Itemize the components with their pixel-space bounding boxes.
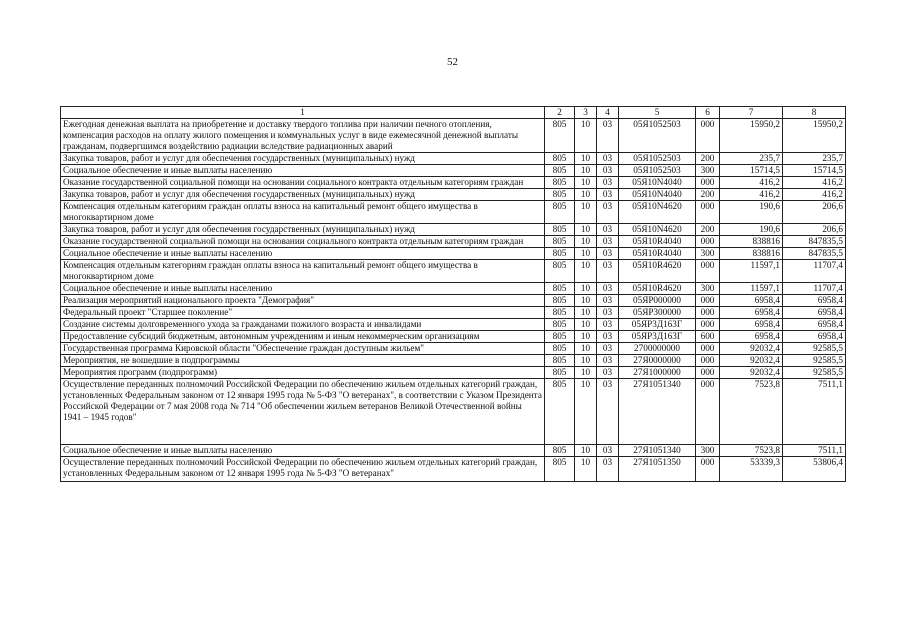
col-3-value: 10 xyxy=(575,236,597,248)
col-7-amount: 15714,5 xyxy=(720,165,783,177)
col-4-value: 03 xyxy=(597,260,619,283)
row-name: Реализация мероприятий национального проекта "Демография" xyxy=(61,295,545,307)
table-row xyxy=(61,177,846,189)
row-name: Мероприятия программ (подпрограмм) xyxy=(61,367,545,379)
col-5-code: 2700000000 xyxy=(619,343,696,355)
col-6-code: 000 xyxy=(696,307,720,319)
page-number: 52 xyxy=(447,56,458,68)
col-8-amount: 6958,4 xyxy=(783,307,846,319)
col-5-code: 27Я1000000 xyxy=(619,367,696,379)
col-6-code: 000 xyxy=(696,119,720,153)
col-6-code: 000 xyxy=(696,177,720,189)
col-5-code: 05Я10R4040 xyxy=(619,248,696,260)
col-4-value: 03 xyxy=(597,343,619,355)
col-8-amount: 847835,5 xyxy=(783,248,846,260)
col-7-amount: 416,2 xyxy=(720,177,783,189)
col-4-value: 03 xyxy=(597,283,619,295)
col-7-amount: 92032,4 xyxy=(720,367,783,379)
col-5-code: 27Я1051350 xyxy=(619,457,696,482)
col-3-value: 10 xyxy=(575,367,597,379)
table-row xyxy=(61,457,846,482)
col-3-value: 10 xyxy=(575,343,597,355)
col-8-amount: 15714,5 xyxy=(783,165,846,177)
column-header: 2 xyxy=(545,107,575,119)
col-7-amount: 416,2 xyxy=(720,189,783,201)
column-header: 6 xyxy=(696,107,720,119)
col-6-code: 000 xyxy=(696,379,720,445)
table-row xyxy=(61,367,846,379)
table-row xyxy=(61,379,846,445)
col-2-value: 805 xyxy=(545,331,575,343)
row-name: Социальное обеспечение и иные выплаты населению xyxy=(61,283,545,295)
col-4-value: 03 xyxy=(597,379,619,445)
row-name: Создание системы долговременного ухода за гражданами пожилого возраста и инвалидами xyxy=(61,319,545,331)
table-row xyxy=(61,319,846,331)
col-5-code: 05Я1052503 xyxy=(619,119,696,153)
column-header: 1 xyxy=(61,107,545,119)
table-row xyxy=(61,331,846,343)
col-2-value: 805 xyxy=(545,283,575,295)
col-7-amount: 6958,4 xyxy=(720,307,783,319)
col-3-value: 10 xyxy=(575,165,597,177)
col-2-value: 805 xyxy=(545,165,575,177)
row-name: Осуществление переданных полномочий Российской Федерации по обеспечению жильем отдельных категорий граждан, установленных Федеральным законом от 12 января 1995 года № 5-ФЗ "О ветеранах", в соответствии с Указом Президента Российской Федерации от 7 мая 2008 года № 714 "Об обеспечении жильем ветеранов Великой Отечественной войны 1941 – 1945 годов" xyxy=(61,379,545,445)
col-2-value: 805 xyxy=(545,307,575,319)
col-3-value: 10 xyxy=(575,295,597,307)
table-row xyxy=(61,224,846,236)
header-row xyxy=(61,107,846,119)
col-5-code: 05Я1052503 xyxy=(619,165,696,177)
row-name: Государственная программа Кировской области "Обеспечение граждан доступным жильем" xyxy=(61,343,545,355)
row-name: Мероприятия, не вошедшие в подпрограммы xyxy=(61,355,545,367)
col-8-amount: 206,6 xyxy=(783,201,846,224)
col-6-code: 300 xyxy=(696,165,720,177)
table-row xyxy=(61,165,846,177)
col-7-amount: 6958,4 xyxy=(720,295,783,307)
col-4-value: 03 xyxy=(597,248,619,260)
col-8-amount: 206,6 xyxy=(783,224,846,236)
col-4-value: 03 xyxy=(597,367,619,379)
column-header: 7 xyxy=(720,107,783,119)
col-2-value: 805 xyxy=(545,379,575,445)
col-4-value: 03 xyxy=(597,236,619,248)
col-7-amount: 6958,4 xyxy=(720,319,783,331)
col-3-value: 10 xyxy=(575,189,597,201)
col-4-value: 03 xyxy=(597,189,619,201)
table-row xyxy=(61,153,846,165)
col-6-code: 300 xyxy=(696,248,720,260)
budget-table xyxy=(60,106,846,482)
col-6-code: 200 xyxy=(696,189,720,201)
col-4-value: 03 xyxy=(597,201,619,224)
col-6-code: 000 xyxy=(696,355,720,367)
col-7-amount: 838816 xyxy=(720,248,783,260)
col-3-value: 10 xyxy=(575,307,597,319)
table-row xyxy=(61,260,846,283)
col-4-value: 03 xyxy=(597,319,619,331)
column-header: 3 xyxy=(575,107,597,119)
col-8-amount: 416,2 xyxy=(783,189,846,201)
col-7-amount: 6958,4 xyxy=(720,331,783,343)
col-6-code: 000 xyxy=(696,367,720,379)
col-3-value: 10 xyxy=(575,248,597,260)
col-3-value: 10 xyxy=(575,201,597,224)
col-5-code: 05ЯР300000 xyxy=(619,307,696,319)
col-8-amount: 92585,5 xyxy=(783,355,846,367)
col-8-amount: 6958,4 xyxy=(783,331,846,343)
col-8-amount: 7511,1 xyxy=(783,445,846,457)
table-row xyxy=(61,119,846,153)
col-2-value: 805 xyxy=(545,295,575,307)
col-7-amount: 15950,2 xyxy=(720,119,783,153)
col-7-amount: 92032,4 xyxy=(720,355,783,367)
col-2-value: 805 xyxy=(545,153,575,165)
col-2-value: 805 xyxy=(545,236,575,248)
col-3-value: 10 xyxy=(575,355,597,367)
table-row xyxy=(61,295,846,307)
col-3-value: 10 xyxy=(575,379,597,445)
col-3-value: 10 xyxy=(575,283,597,295)
col-7-amount: 235,7 xyxy=(720,153,783,165)
col-6-code: 200 xyxy=(696,224,720,236)
col-7-amount: 838816 xyxy=(720,236,783,248)
col-6-code: 300 xyxy=(696,445,720,457)
row-name: Закупка товаров, работ и услуг для обеспечения государственных (муниципальных) нужд xyxy=(61,224,545,236)
col-7-amount: 92032,4 xyxy=(720,343,783,355)
row-name: Закупка товаров, работ и услуг для обеспечения государственных (муниципальных) нужд xyxy=(61,189,545,201)
col-2-value: 805 xyxy=(545,355,575,367)
table-row xyxy=(61,343,846,355)
col-8-amount: 416,2 xyxy=(783,177,846,189)
col-5-code: 05ЯР000000 xyxy=(619,295,696,307)
col-6-code: 000 xyxy=(696,319,720,331)
col-6-code: 000 xyxy=(696,236,720,248)
column-header: 8 xyxy=(783,107,846,119)
col-2-value: 805 xyxy=(545,343,575,355)
col-5-code: 05Я10N4040 xyxy=(619,189,696,201)
col-4-value: 03 xyxy=(597,165,619,177)
col-6-code: 300 xyxy=(696,283,720,295)
col-5-code: 05Я10N4040 xyxy=(619,177,696,189)
col-5-code: 05Я10N4620 xyxy=(619,201,696,224)
col-2-value: 805 xyxy=(545,224,575,236)
col-4-value: 03 xyxy=(597,457,619,482)
row-name: Социальное обеспечение и иные выплаты населению xyxy=(61,445,545,457)
col-8-amount: 92585,5 xyxy=(783,343,846,355)
col-2-value: 805 xyxy=(545,260,575,283)
row-name: Осуществление переданных полномочий Российской Федерации по обеспечению жильем отдельных категорий граждан, установленных Федеральным законом от 12 января 1995 года № 5-ФЗ "О ветеранах" xyxy=(61,457,545,482)
col-8-amount: 847835,5 xyxy=(783,236,846,248)
col-2-value: 805 xyxy=(545,189,575,201)
col-5-code: 05Я10R4040 xyxy=(619,236,696,248)
col-6-code: 000 xyxy=(696,260,720,283)
col-6-code: 200 xyxy=(696,153,720,165)
row-name: Социальное обеспечение и иные выплаты населению xyxy=(61,165,545,177)
row-name: Оказание государственной социальной помощи на основании социального контракта отдельным категориям граждан xyxy=(61,236,545,248)
col-4-value: 03 xyxy=(597,119,619,153)
col-4-value: 03 xyxy=(597,331,619,343)
col-4-value: 03 xyxy=(597,445,619,457)
col-2-value: 805 xyxy=(545,177,575,189)
col-3-value: 10 xyxy=(575,319,597,331)
col-4-value: 03 xyxy=(597,153,619,165)
table-row xyxy=(61,236,846,248)
row-name: Компенсация отдельным категориям граждан оплаты взноса на капитальный ремонт общего имущества в многоквартирном доме xyxy=(61,201,545,224)
row-name: Социальное обеспечение и иные выплаты населению xyxy=(61,248,545,260)
col-5-code: 27Я1051340 xyxy=(619,379,696,445)
col-4-value: 03 xyxy=(597,307,619,319)
col-8-amount: 11707,4 xyxy=(783,260,846,283)
col-7-amount: 11597,1 xyxy=(720,260,783,283)
column-header: 4 xyxy=(597,107,619,119)
row-name: Закупка товаров, работ и услуг для обеспечения государственных (муниципальных) нужд xyxy=(61,153,545,165)
col-5-code: 05Я10N4620 xyxy=(619,224,696,236)
row-name: Предоставление субсидий бюджетным, автономным учреждениям и иным некоммерческим организациям xyxy=(61,331,545,343)
col-8-amount: 53806,4 xyxy=(783,457,846,482)
table-row xyxy=(61,355,846,367)
col-8-amount: 7511,1 xyxy=(783,379,846,445)
col-3-value: 10 xyxy=(575,153,597,165)
table-row xyxy=(61,445,846,457)
col-3-value: 10 xyxy=(575,445,597,457)
row-name: Федеральный проект "Старшее поколение" xyxy=(61,307,545,319)
col-2-value: 805 xyxy=(545,119,575,153)
col-5-code: 27Я1051340 xyxy=(619,445,696,457)
col-3-value: 10 xyxy=(575,260,597,283)
col-2-value: 805 xyxy=(545,319,575,331)
col-3-value: 10 xyxy=(575,331,597,343)
col-5-code: 05ЯР3Д163Г xyxy=(619,319,696,331)
col-3-value: 10 xyxy=(575,457,597,482)
col-5-code: 05Я10R4620 xyxy=(619,283,696,295)
col-7-amount: 11597,1 xyxy=(720,283,783,295)
col-8-amount: 6958,4 xyxy=(783,295,846,307)
table-row xyxy=(61,189,846,201)
column-header: 5 xyxy=(619,107,696,119)
col-7-amount: 190,6 xyxy=(720,201,783,224)
col-3-value: 10 xyxy=(575,119,597,153)
row-name: Оказание государственной социальной помощи на основании социального контракта отдельным категориям граждан xyxy=(61,177,545,189)
row-name: Ежегодная денежная выплата на приобретение и доставку твердого топлива при наличии печного отопления, компенсация расходов на оплату жилого помещения и коммунальных услуг в виде ежемесячной денежной выплаты гражданам, подвергшимся воздействию радиации вследствие радиационных аварий xyxy=(61,119,545,153)
col-4-value: 03 xyxy=(597,295,619,307)
col-6-code: 000 xyxy=(696,295,720,307)
col-3-value: 10 xyxy=(575,224,597,236)
col-5-code: 05Я1052503 xyxy=(619,153,696,165)
col-5-code: 27Я0000000 xyxy=(619,355,696,367)
col-4-value: 03 xyxy=(597,224,619,236)
col-7-amount: 7523,8 xyxy=(720,379,783,445)
table-row xyxy=(61,248,846,260)
table-row xyxy=(61,283,846,295)
col-6-code: 000 xyxy=(696,343,720,355)
col-6-code: 600 xyxy=(696,331,720,343)
col-8-amount: 6958,4 xyxy=(783,319,846,331)
col-7-amount: 190,6 xyxy=(720,224,783,236)
col-6-code: 000 xyxy=(696,201,720,224)
col-4-value: 03 xyxy=(597,355,619,367)
col-8-amount: 92585,5 xyxy=(783,367,846,379)
col-2-value: 805 xyxy=(545,201,575,224)
col-2-value: 805 xyxy=(545,457,575,482)
col-8-amount: 15950,2 xyxy=(783,119,846,153)
col-4-value: 03 xyxy=(597,177,619,189)
col-2-value: 805 xyxy=(545,248,575,260)
col-2-value: 805 xyxy=(545,445,575,457)
row-name: Компенсация отдельным категориям граждан оплаты взноса на капитальный ремонт общего имущества в многоквартирном доме xyxy=(61,260,545,283)
col-5-code: 05ЯР3Д163Г xyxy=(619,331,696,343)
col-7-amount: 53339,3 xyxy=(720,457,783,482)
table-row xyxy=(61,201,846,224)
col-6-code: 000 xyxy=(696,457,720,482)
col-3-value: 10 xyxy=(575,177,597,189)
col-8-amount: 11707,4 xyxy=(783,283,846,295)
col-5-code: 05Я10R4620 xyxy=(619,260,696,283)
table-row xyxy=(61,307,846,319)
col-2-value: 805 xyxy=(545,367,575,379)
col-8-amount: 235,7 xyxy=(783,153,846,165)
col-7-amount: 7523,8 xyxy=(720,445,783,457)
